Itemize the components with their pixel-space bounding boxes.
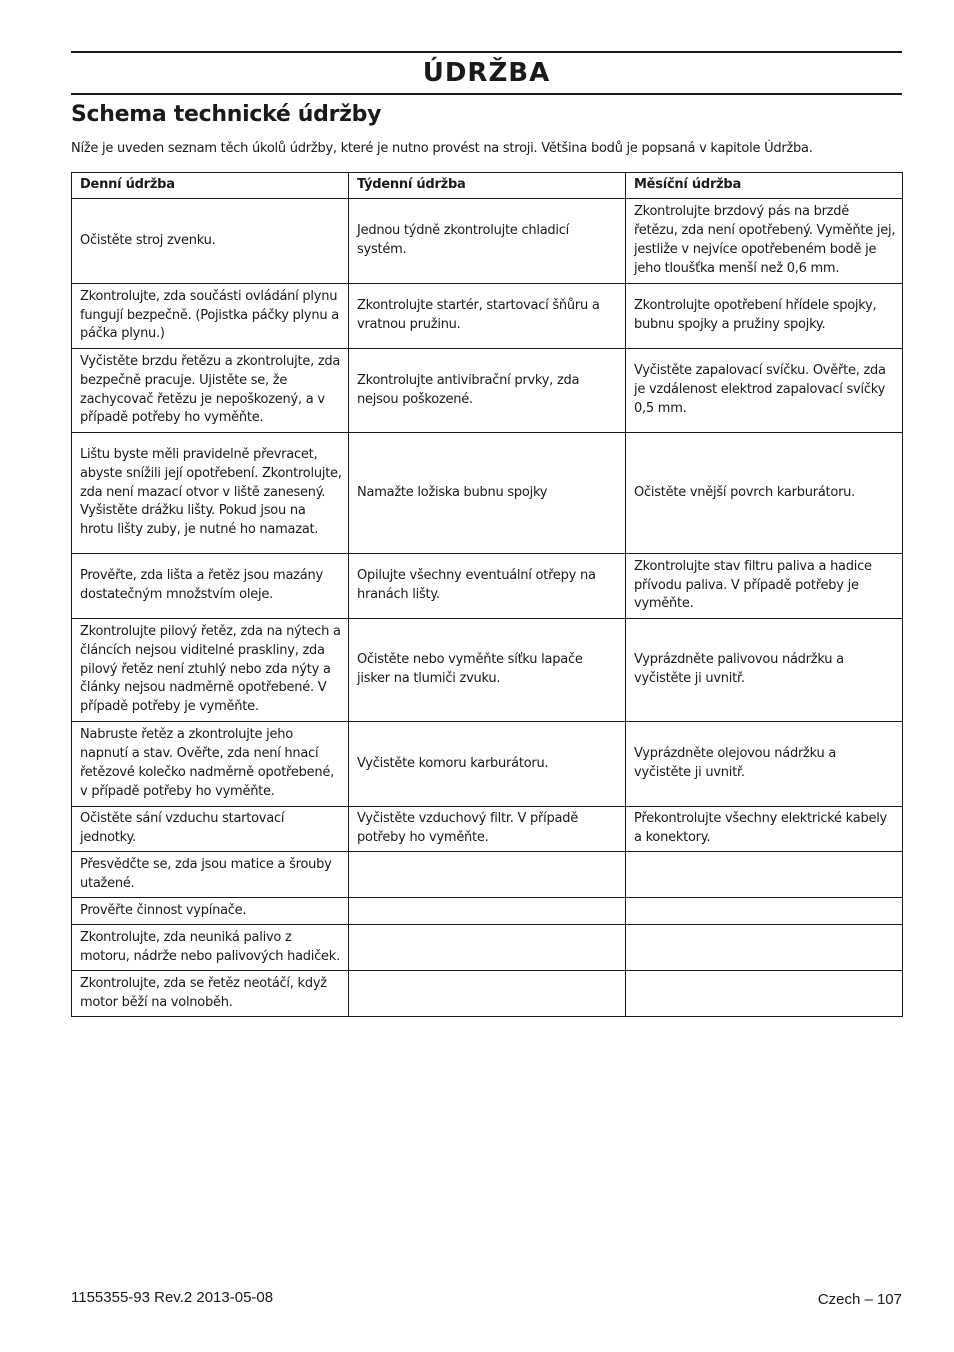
table-cell-monthly: Vyčistěte zapalovací svíčku. Ověřte, zda je vzdálenost elektrod zapalovací svíčky 0,5 mm. xyxy=(626,349,903,433)
table-cell-daily: Zkontrolujte, zda neuniká palivo z motoru, nádrže nebo palivových hadiček. xyxy=(72,925,349,971)
table-cell-weekly: Vyčistěte komoru karburátoru. xyxy=(349,722,626,807)
column-header-weekly: Týdenní údržba xyxy=(349,173,626,199)
table-cell-weekly: Namažte ložiska bubnu spojky xyxy=(349,433,626,554)
table-cell-monthly: Vyprázdněte olejovou nádržku a vyčistěte ji uvnitř. xyxy=(626,722,903,807)
table-header-row xyxy=(72,173,903,199)
document-id: 1155355-93 Rev.2 2013-05-08 xyxy=(71,1289,274,1306)
table-cell-monthly: Zkontrolujte brzdový pás na brzdě řetězu, zda není opotřebený. Vyměňte jej, jestliže v nejvíce opotřebeném bodě je jeho tloušťka menší než 0,6 mm. xyxy=(626,199,903,284)
table-cell-monthly xyxy=(626,852,903,898)
table-row xyxy=(72,284,903,349)
table-cell-daily: Prověřte, zda lišta a řetěz jsou mazány dostatečným množstvím oleje. xyxy=(72,554,349,619)
table-cell-daily: Zkontrolujte pilový řetěz, zda na nýtech a článcích nejsou viditelné praskliny, zda pilový řetěz není ztuhlý nebo zda nýty a články nejsou nadměrně opotřebené. V případě potřeby je vyměňte. xyxy=(72,619,349,722)
table-cell-daily: Vyčistěte brzdu řetězu a zkontrolujte, zda bezpečně pracuje. Ujistěte se, že zachycovač řetězu je nepoškozený, a v případě potřeby ho vyměňte. xyxy=(72,349,349,433)
table-cell-weekly: Zkontrolujte startér, startovací šňůru a vratnou pružinu. xyxy=(349,284,626,349)
chapter-title: ÚDRŽBA xyxy=(422,58,551,88)
table-cell-weekly: Očistěte nebo vyměňte síťku lapače jisker na tlumiči zvuku. xyxy=(349,619,626,722)
table-cell-weekly xyxy=(349,852,626,898)
table-row xyxy=(72,971,903,1017)
table-cell-monthly: Očistěte vnější povrch karburátoru. xyxy=(626,433,903,554)
table-row xyxy=(72,807,903,852)
table-row xyxy=(72,554,903,619)
table-row xyxy=(72,199,903,284)
table-cell-weekly xyxy=(349,898,626,925)
table-cell-monthly xyxy=(626,971,903,1017)
column-header-daily: Denní údržba xyxy=(72,173,349,199)
column-header-monthly: Měsíční údržba xyxy=(626,173,903,199)
table-row xyxy=(72,349,903,433)
table-cell-monthly: Zkontrolujte stav filtru paliva a hadice přívodu paliva. V případě potřeby je vyměňte. xyxy=(626,554,903,619)
table-cell-daily: Prověřte činnost vypínače. xyxy=(72,898,349,925)
table-cell-monthly: Vyprázdněte palivovou nádržku a vyčistěte ji uvnitř. xyxy=(626,619,903,722)
table-row xyxy=(72,852,903,898)
table-cell-daily: Očistěte sání vzduchu startovací jednotky. xyxy=(72,807,349,852)
header-rule-top xyxy=(71,51,902,53)
table-cell-daily: Nabruste řetěz a zkontrolujte jeho napnutí a stav. Ověřte, zda není hnací řetězové kolečko nadměrně opotřebené, v případě potřeby ho vyměňte. xyxy=(72,722,349,807)
manual-page xyxy=(71,0,902,1352)
table-row xyxy=(72,619,903,722)
table-cell-monthly: Překontrolujte všechny elektrické kabely a konektory. xyxy=(626,807,903,852)
table-cell-weekly: Opilujte všechny eventuální otřepy na hranách lišty. xyxy=(349,554,626,619)
table-cell-daily: Lištu byste měli pravidelně převracet, abyste snížili její opotřebení. Zkontrolujte, zda není mazací otvor v liště zanesený. Vyšistěte drážku lišty. Pokud jsou na hrotu lišty zuby, je nutné ho namazat. xyxy=(72,433,349,554)
table-cell-weekly: Vyčistěte vzduchový filtr. V případě potřeby ho vyměňte. xyxy=(349,807,626,852)
table-cell-weekly xyxy=(349,925,626,971)
table-cell-weekly xyxy=(349,971,626,1017)
table-cell-daily: Přesvědčte se, zda jsou matice a šrouby utažené. xyxy=(72,852,349,898)
table-row xyxy=(72,433,903,554)
table-cell-monthly xyxy=(626,925,903,971)
table-row xyxy=(72,925,903,971)
table-row xyxy=(72,722,903,807)
table-cell-monthly: Zkontrolujte opotřebení hřídele spojky, bubnu spojky a pružiny spojky. xyxy=(626,284,903,349)
table-cell-weekly: Zkontrolujte antivibrační prvky, zda nejsou poškozené. xyxy=(349,349,626,433)
table-cell-weekly: Jednou týdně zkontrolujte chladicí systém. xyxy=(349,199,626,284)
intro-paragraph: Níže je uveden seznam těch úkolů údržby, které je nutno provést na stroji. Většina bodů je popsaná v kapitole Údržba. xyxy=(71,141,813,156)
table-row xyxy=(72,898,903,925)
section-title: Schema technické údržby xyxy=(71,102,382,127)
header-rule-bottom xyxy=(71,93,902,95)
table-cell-daily: Očistěte stroj zvenku. xyxy=(72,199,349,284)
table-cell-daily: Zkontrolujte, zda se řetěz neotáčí, když motor běží na volnoběh. xyxy=(72,971,349,1017)
page-number: Czech – 107 xyxy=(817,1291,902,1308)
table-cell-monthly xyxy=(626,898,903,925)
table-cell-daily: Zkontrolujte, zda součásti ovládání plynu fungují bezpečně. (Pojistka páčky plynu a páčka plynu.) xyxy=(72,284,349,349)
maintenance-schedule-table xyxy=(71,172,903,1017)
